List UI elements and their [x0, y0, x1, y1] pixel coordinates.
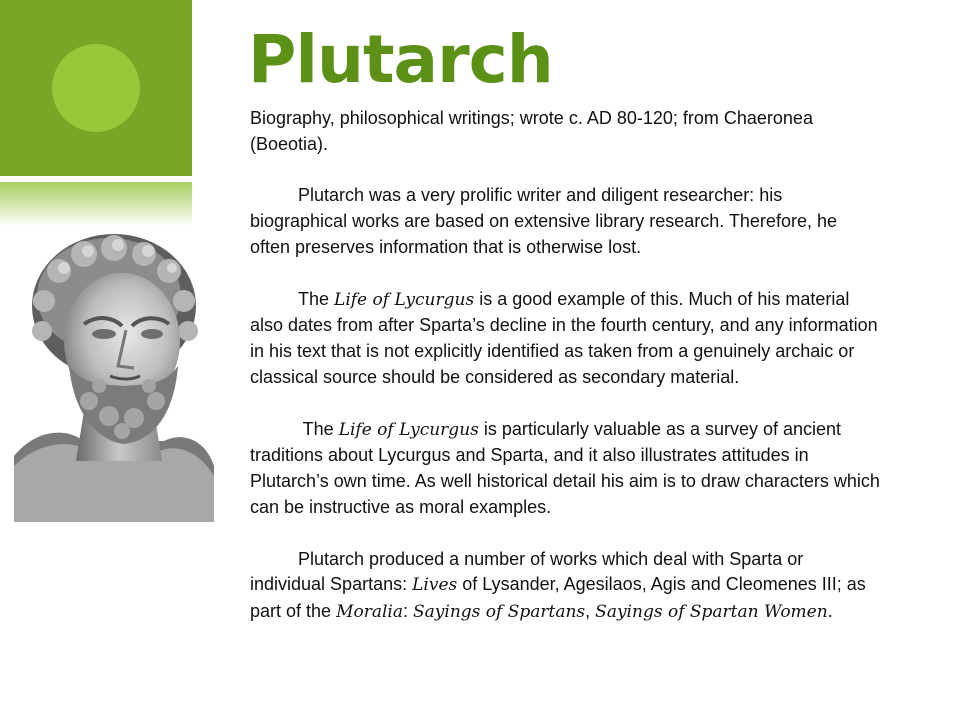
paragraph-4-d: ,	[585, 601, 596, 622]
paragraph-2-post: is a good example of this. Much of his material also dates from after Sparta’s decline in the fourth century, and any information in his text that is not explicitly identified as taken from a genuinely archaic or classical source should be considered as secondary material.	[250, 288, 878, 387]
bust-illustration	[14, 226, 214, 522]
paragraph-3-post: is particularly valuable as a survey of ancient traditions about Lycurgus and Sparta, and it also illustrates attitudes in Plutarch’s own time. As well historical detail his aim is to draw characters which can be instructive as moral examples.	[250, 418, 880, 517]
paragraph-4-b: of Lysander, Agesilaos, Agis and Cleomenes III; as part of the	[250, 574, 866, 622]
paragraph-life-of-lycurgus-value	[250, 417, 880, 521]
green-circle-decoration	[52, 44, 140, 132]
slide-title: Plutarch	[248, 21, 553, 98]
plutarch-bust-image	[14, 226, 214, 522]
paragraph-2-pre: The	[298, 288, 335, 309]
paragraph-4-a: Plutarch produced a number of works which deal with Sparta or individual Spartans:	[250, 548, 804, 595]
paragraph-4-c: :	[402, 601, 413, 622]
green-fade-stripe	[0, 182, 192, 226]
paragraph-4-lives: Lives	[412, 575, 458, 596]
paragraph-4-e: .	[827, 601, 833, 622]
paragraph-works-on-sparta	[250, 547, 880, 626]
paragraph-4-sayings-of-spartan-women: Sayings of Spartan Women	[595, 602, 828, 623]
paragraph-2-italic-title: Life of Lycurgus	[334, 289, 475, 310]
intro-paragraph: Biography, philosophical writings; wrote c. AD 80-120; from Chaeronea (Boeotia).	[250, 108, 813, 154]
paragraph-3-italic-title: Life of Lycurgus	[338, 419, 479, 440]
paragraph-4-moralia: Moralia	[336, 602, 403, 623]
paragraph-life-of-lycurgus-example	[250, 287, 880, 391]
paragraph-4-sayings-of-spartans: Sayings of Spartans	[413, 602, 586, 623]
paragraph-prolific-writer	[250, 183, 880, 260]
slide-body	[250, 106, 880, 652]
paragraph-1-text: Plutarch was a very prolific writer and diligent researcher: his biographical works are based on extensive library research. Therefore, he often preserves information that is otherwise lost.	[250, 185, 837, 257]
paragraph-3-pre: The	[298, 418, 339, 439]
